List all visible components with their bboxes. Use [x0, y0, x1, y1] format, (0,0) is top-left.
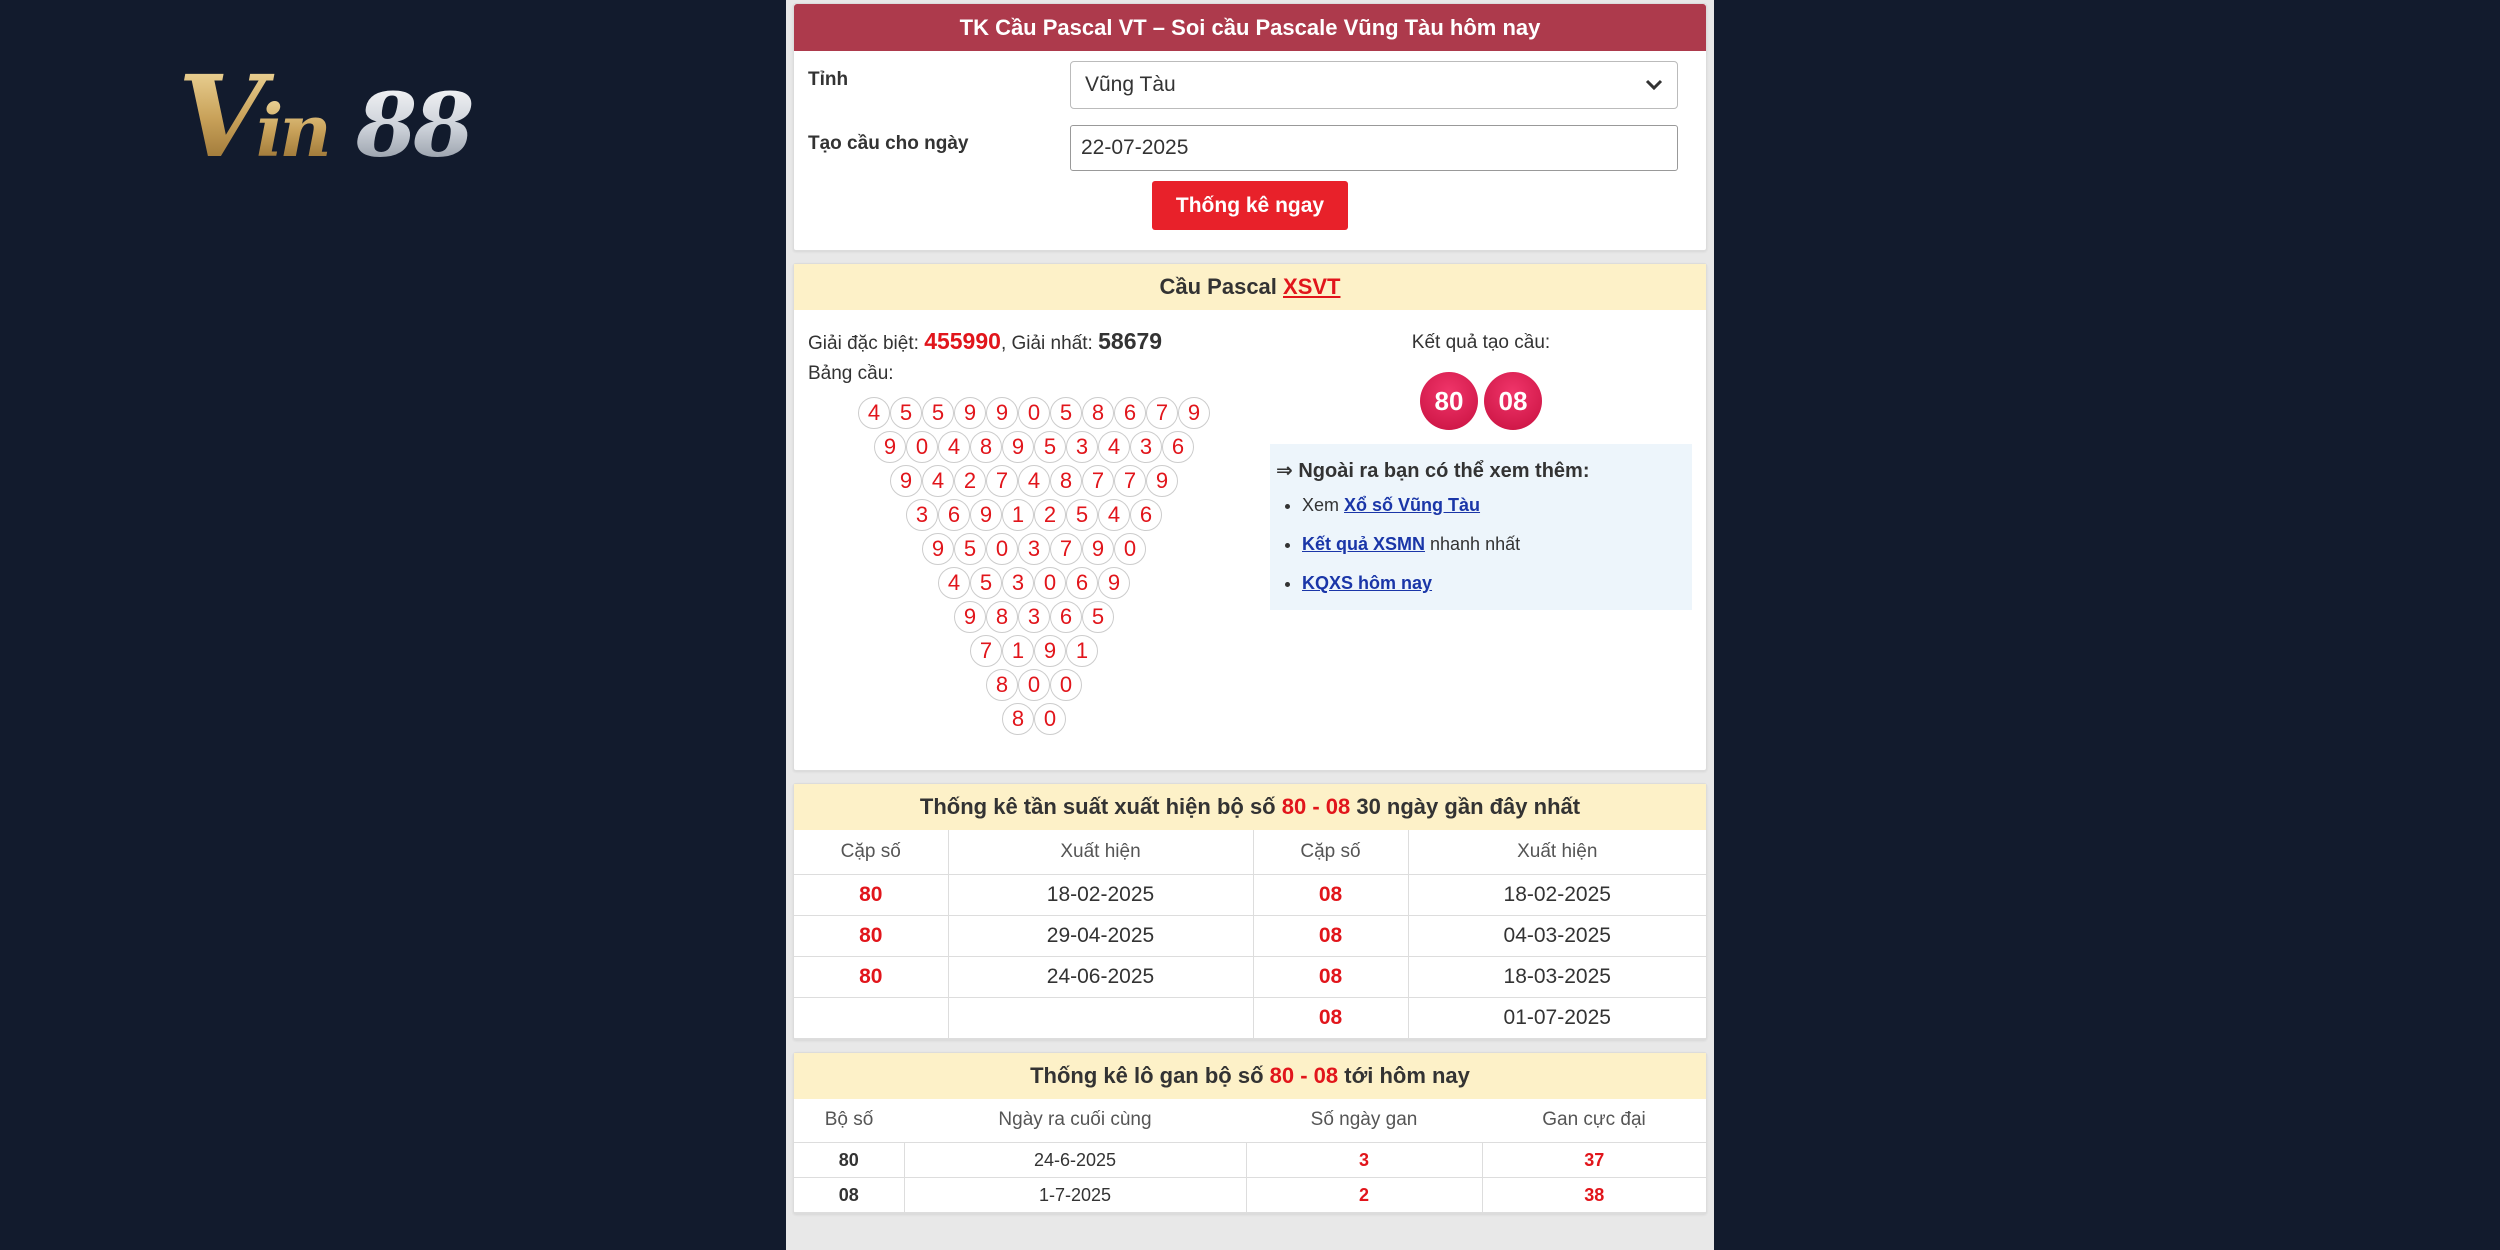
xo-so-vung-tau-link[interactable]: Xổ số Vũng Tàu: [1344, 495, 1481, 515]
column-header: Xuất hiện: [948, 830, 1253, 874]
triangle-digit: 0: [1034, 703, 1066, 735]
pascal-title-text: Cầu Pascal: [1159, 274, 1284, 299]
triangle-row: [970, 635, 1098, 669]
ket-qua-xsmn-link[interactable]: Kết quả XSMN: [1302, 534, 1426, 554]
triangle-digit: 9: [954, 601, 986, 633]
pair-cell: 08: [1253, 874, 1408, 915]
pair-cell: 80: [794, 956, 948, 997]
triangle-row: [986, 669, 1082, 703]
triangle-digit: 5: [1050, 397, 1082, 429]
frequency-title-text: Thống kê tần suất xuất hiện bộ số: [919, 794, 1282, 819]
triangle-digit: 9: [970, 499, 1002, 531]
triangle-digit: 0: [1034, 567, 1066, 599]
submit-button[interactable]: Thống kê ngay: [1152, 181, 1348, 230]
form-card: [793, 3, 1707, 251]
date-cell: 04-03-2025: [1408, 915, 1706, 956]
triangle-row: [906, 499, 1162, 533]
triangle-digit: 1: [1066, 635, 1098, 667]
triangle-digit: 4: [938, 567, 970, 599]
triangle-row: [890, 465, 1178, 499]
first-prize-value: 58679: [1098, 328, 1163, 354]
gan-days-cell: 2: [1246, 1178, 1482, 1213]
triangle-digit: 0: [1050, 669, 1082, 701]
frequency-table: [794, 830, 1706, 1039]
triangle-row: [954, 601, 1114, 635]
pair-cell: 08: [1253, 997, 1408, 1038]
triangle-digit: 7: [1146, 397, 1178, 429]
triangle-digit: 6: [938, 499, 970, 531]
xsvt-link[interactable]: XSVT: [1283, 274, 1341, 299]
province-select[interactable]: [1070, 61, 1678, 109]
pair-cell: 80: [794, 1143, 904, 1178]
gan-title-pair: 80 - 08: [1269, 1062, 1339, 1088]
triangle-digit: 6: [1050, 601, 1082, 633]
triangle-digit: 6: [1114, 397, 1146, 429]
gan-days-cell: 3: [1246, 1143, 1482, 1178]
column-header: Ngày ra cuối cùng: [904, 1099, 1246, 1143]
triangle-row: [874, 431, 1194, 465]
triangle-digit: 8: [1082, 397, 1114, 429]
result-label: Kết quả tạo cầu:: [1411, 332, 1551, 353]
triangle-digit: 5: [954, 533, 986, 565]
table-row: [794, 874, 1706, 915]
result-balls: [1270, 372, 1692, 430]
date-cell: 01-07-2025: [1408, 997, 1706, 1038]
triangle-digit: 3: [1130, 431, 1162, 463]
triangle-digit: 5: [1066, 499, 1098, 531]
special-prize-value: 455990: [924, 328, 1001, 354]
frequency-card: [793, 783, 1707, 1040]
triangle-digit: 4: [858, 397, 890, 429]
date-label: Tạo cầu cho ngày: [808, 133, 969, 154]
triangle-digit: 9: [1002, 431, 1034, 463]
list-item: [1302, 534, 1686, 555]
max-gan-cell: 38: [1482, 1178, 1706, 1213]
triangle-digit: 3: [1018, 533, 1050, 565]
triangle-digit: 8: [1002, 703, 1034, 735]
triangle-digit: 7: [1114, 465, 1146, 497]
triangle-digit: 8: [986, 669, 1018, 701]
triangle-digit: 9: [890, 465, 922, 497]
main-column: [786, 0, 1714, 1250]
pascal-triangle: [808, 397, 1260, 737]
more-title: ⇒ Ngoài ra bạn có thể xem thêm:: [1276, 460, 1590, 482]
logo-in: in: [256, 88, 328, 168]
triangle-digit: 0: [986, 533, 1018, 565]
triangle-digit: 0: [1018, 669, 1050, 701]
triangle-row: [1002, 703, 1066, 737]
triangle-digit: 9: [1146, 465, 1178, 497]
pair-cell: 80: [794, 915, 948, 956]
triangle-digit: 3: [906, 499, 938, 531]
triangle-digit: 5: [970, 567, 1002, 599]
triangle-digit: 3: [1066, 431, 1098, 463]
triangle-row: [938, 567, 1130, 601]
max-gan-cell: 37: [1482, 1143, 1706, 1178]
date-cell: 29-04-2025: [948, 915, 1253, 956]
triangle-digit: 9: [954, 397, 986, 429]
form-title: TK Cầu Pascal VT – Soi cầu Pascale Vũng Tàu hôm nay: [794, 4, 1706, 51]
triangle-digit: 8: [970, 431, 1002, 463]
triangle-digit: 8: [986, 601, 1018, 633]
pascal-card: [793, 263, 1707, 771]
pair-cell: 08: [794, 1178, 904, 1213]
link-prefix: Xem: [1302, 495, 1345, 515]
triangle-digit: 0: [1018, 397, 1050, 429]
triangle-digit: 5: [1034, 431, 1066, 463]
triangle-digit: 9: [1098, 567, 1130, 599]
vin88-logo-icon: [178, 56, 538, 168]
gan-title-text: Thống kê lô gan bộ số: [1030, 1062, 1270, 1088]
gan-table: [794, 1099, 1706, 1214]
table-row: [794, 1143, 1706, 1178]
triangle-digit: 9: [922, 533, 954, 565]
result-ball: 80: [1420, 372, 1478, 430]
triangle-digit: 8: [1050, 465, 1082, 497]
table-row: [794, 1178, 1706, 1213]
table-row: [794, 915, 1706, 956]
logo-v: V: [178, 56, 261, 168]
column-header: Xuất hiện: [1408, 830, 1706, 874]
list-item: [1302, 573, 1686, 594]
triangle-digit: 9: [874, 431, 906, 463]
pascal-title: [794, 264, 1706, 310]
triangle-digit: 6: [1162, 431, 1194, 463]
triangle-digit: 6: [1130, 499, 1162, 531]
triangle-digit: 2: [1034, 499, 1066, 531]
triangle-digit: 5: [890, 397, 922, 429]
triangle-digit: 4: [938, 431, 970, 463]
link-suffix: nhanh nhất: [1425, 534, 1521, 554]
last-date-cell: 24-6-2025: [904, 1143, 1246, 1178]
province-select-value: Vũng Tàu: [1085, 73, 1176, 96]
triangle-digit: 0: [1114, 533, 1146, 565]
special-prize-label: Giải đặc biệt:: [808, 333, 919, 354]
triangle-digit: 7: [986, 465, 1018, 497]
logo-88: 88: [356, 73, 471, 168]
triangle-digit: 9: [986, 397, 1018, 429]
first-prize-label: , Giải nhất:: [1000, 333, 1093, 354]
prize-line: [808, 328, 1260, 355]
triangle-digit: 4: [1098, 499, 1130, 531]
column-header: Cặp số: [794, 830, 948, 874]
triangle-digit: 7: [970, 635, 1002, 667]
triangle-digit: 4: [1098, 431, 1130, 463]
frequency-title-pair: 80 - 08: [1281, 794, 1351, 819]
triangle-digit: 2: [954, 465, 986, 497]
gan-title-suffix: tới hôm nay: [1338, 1062, 1470, 1088]
date-cell: [948, 997, 1253, 1038]
column-header: Số ngày gan: [1246, 1099, 1482, 1143]
frequency-title-suffix: 30 ngày gần đây nhất: [1350, 794, 1581, 819]
triangle-digit: 1: [1002, 635, 1034, 667]
triangle-digit: 7: [1082, 465, 1114, 497]
triangle-digit: 5: [1082, 601, 1114, 633]
triangle-row: [858, 397, 1210, 431]
triangle-digit: 4: [1018, 465, 1050, 497]
vin88-logo[interactable]: [178, 56, 538, 168]
date-input[interactable]: [1070, 125, 1678, 171]
triangle-digit: 5: [922, 397, 954, 429]
pair-cell: 08: [1253, 915, 1408, 956]
pair-cell: 80: [794, 874, 948, 915]
triangle-digit: 9: [1082, 533, 1114, 565]
gan-title: [794, 1053, 1706, 1099]
date-cell: 24-06-2025: [948, 956, 1253, 997]
triangle-digit: 7: [1050, 533, 1082, 565]
table-row: [794, 956, 1706, 997]
triangle-digit: 3: [1002, 567, 1034, 599]
pascal-table-label: Bảng cầu:: [808, 363, 894, 384]
triangle-digit: 4: [922, 465, 954, 497]
frequency-title: [794, 784, 1706, 830]
triangle-digit: 9: [1034, 635, 1066, 667]
triangle-digit: 1: [1002, 499, 1034, 531]
date-cell: 18-03-2025: [1408, 956, 1706, 997]
column-header: Bộ số: [794, 1099, 904, 1143]
province-label: Tỉnh: [808, 69, 849, 90]
column-header: Gan cực đại: [1482, 1099, 1706, 1143]
date-cell: 18-02-2025: [1408, 874, 1706, 915]
gan-card: [793, 1052, 1707, 1215]
pair-cell: 08: [1253, 956, 1408, 997]
column-header: Cặp số: [1253, 830, 1408, 874]
result-ball: 08: [1484, 372, 1542, 430]
triangle-digit: 9: [1178, 397, 1210, 429]
triangle-row: [922, 533, 1146, 567]
last-date-cell: 1-7-2025: [904, 1178, 1246, 1213]
kqxs-hom-nay-link[interactable]: KQXS hôm nay: [1302, 573, 1433, 593]
table-row: [794, 997, 1706, 1038]
pair-cell: [794, 997, 948, 1038]
triangle-digit: 3: [1018, 601, 1050, 633]
triangle-digit: 0: [906, 431, 938, 463]
more-links-box: [1270, 444, 1692, 610]
chevron-down-icon: [1645, 79, 1663, 91]
list-item: [1302, 495, 1686, 516]
date-cell: 18-02-2025: [948, 874, 1253, 915]
triangle-digit: 6: [1066, 567, 1098, 599]
